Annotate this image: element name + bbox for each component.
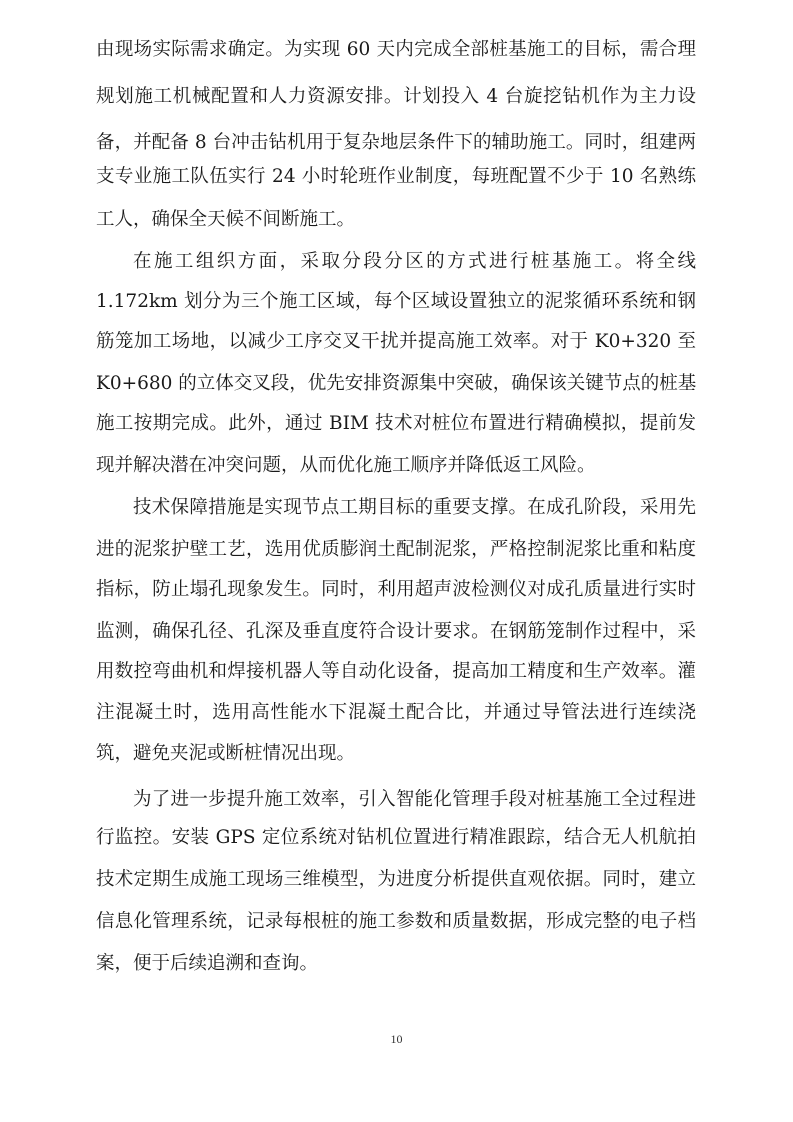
paragraph-4-line-4: 信息化管理系统，记录每根桩的施工参数和质量数据，形成完整的电子档 bbox=[96, 911, 696, 932]
paragraph-4-line-2: 行监控。安装 GPS 定位系统对钻机位置进行精准跟踪，结合无人机航拍 bbox=[96, 827, 696, 848]
paragraph-3-line-1: 技术保障措施是实现节点工期目标的重要支撑。在成孔阶段，采用先 bbox=[133, 497, 696, 518]
paragraph-1-line-1: 由现场实际需求确定。为实现 60 天内完成全部桩基施工的目标，需合理 bbox=[96, 39, 696, 60]
paragraph-2-line-6: 现并解决潜在冲突问题，从而优化施工顺序并降低返工风险。 bbox=[96, 455, 596, 476]
paragraph-1-line-3: 备，并配备 8 台冲击钻机用于复杂地层条件下的辅助施工。同时，组建两 bbox=[96, 132, 696, 153]
paragraph-3-line-2: 进的泥浆护壁工艺，选用优质膨润土配制泥浆，严格控制泥浆比重和粘度 bbox=[96, 539, 696, 560]
paragraph-2-line-5: 施工按期完成。此外，通过 BIM 技术对桩位布置进行精确模拟，提前发 bbox=[96, 413, 696, 434]
paragraph-4-line-1: 为了进一步提升施工效率，引入智能化管理手段对桩基施工全过程进 bbox=[133, 789, 696, 810]
paragraph-1-line-5: 工人，确保全天候不间断施工。 bbox=[96, 209, 356, 230]
paragraph-2-line-4: K0+680 的立体交叉段，优先安排资源集中突破，确保该关键节点的桩基 bbox=[96, 373, 697, 394]
paragraph-3-line-6: 注混凝土时，选用高性能水下混凝土配合比，并通过导管法进行连续浇 bbox=[96, 702, 696, 723]
paragraph-4-line-3: 技术定期生成施工现场三维模型，为进度分析提供直观依据。同时，建立 bbox=[96, 869, 696, 890]
page-number: 10 bbox=[390, 1032, 403, 1046]
paragraph-3-line-5: 用数控弯曲机和焊接机器人等自动化设备，提高加工精度和生产效率。灌 bbox=[96, 661, 696, 682]
paragraph-3-line-3: 指标，防止塌孔现象发生。同时，利用超声波检测仪对成孔质量进行实时 bbox=[96, 579, 696, 600]
paragraph-3-line-4: 监测，确保孔径、孔深及垂直度符合设计要求。在钢筋笼制作过程中，采 bbox=[96, 621, 696, 642]
paragraph-2-line-2: 1.172km 划分为三个施工区域，每个区域设置独立的泥浆循环系统和钢 bbox=[96, 291, 696, 312]
paragraph-4-line-5: 案，便于后续追溯和查询。 bbox=[96, 953, 319, 974]
paragraph-1-line-4: 支专业施工队伍实行 24 小时轮班作业制度，每班配置不少于 10 名熟练 bbox=[96, 166, 696, 187]
paragraph-1-line-2: 规划施工机械配置和人力资源安排。计划投入 4 台旋挖钻机作为主力设 bbox=[96, 86, 696, 107]
paragraph-2-line-1: 在施工组织方面，采取分段分区的方式进行桩基施工。将全线 bbox=[133, 251, 696, 272]
paragraph-3-line-7: 筑，避免夹泥或断桩情况出现。 bbox=[96, 743, 356, 764]
paragraph-2-line-3: 筋笼加工场地，以减少工序交叉干扰并提高施工效率。对于 K0+320 至 bbox=[96, 331, 696, 352]
